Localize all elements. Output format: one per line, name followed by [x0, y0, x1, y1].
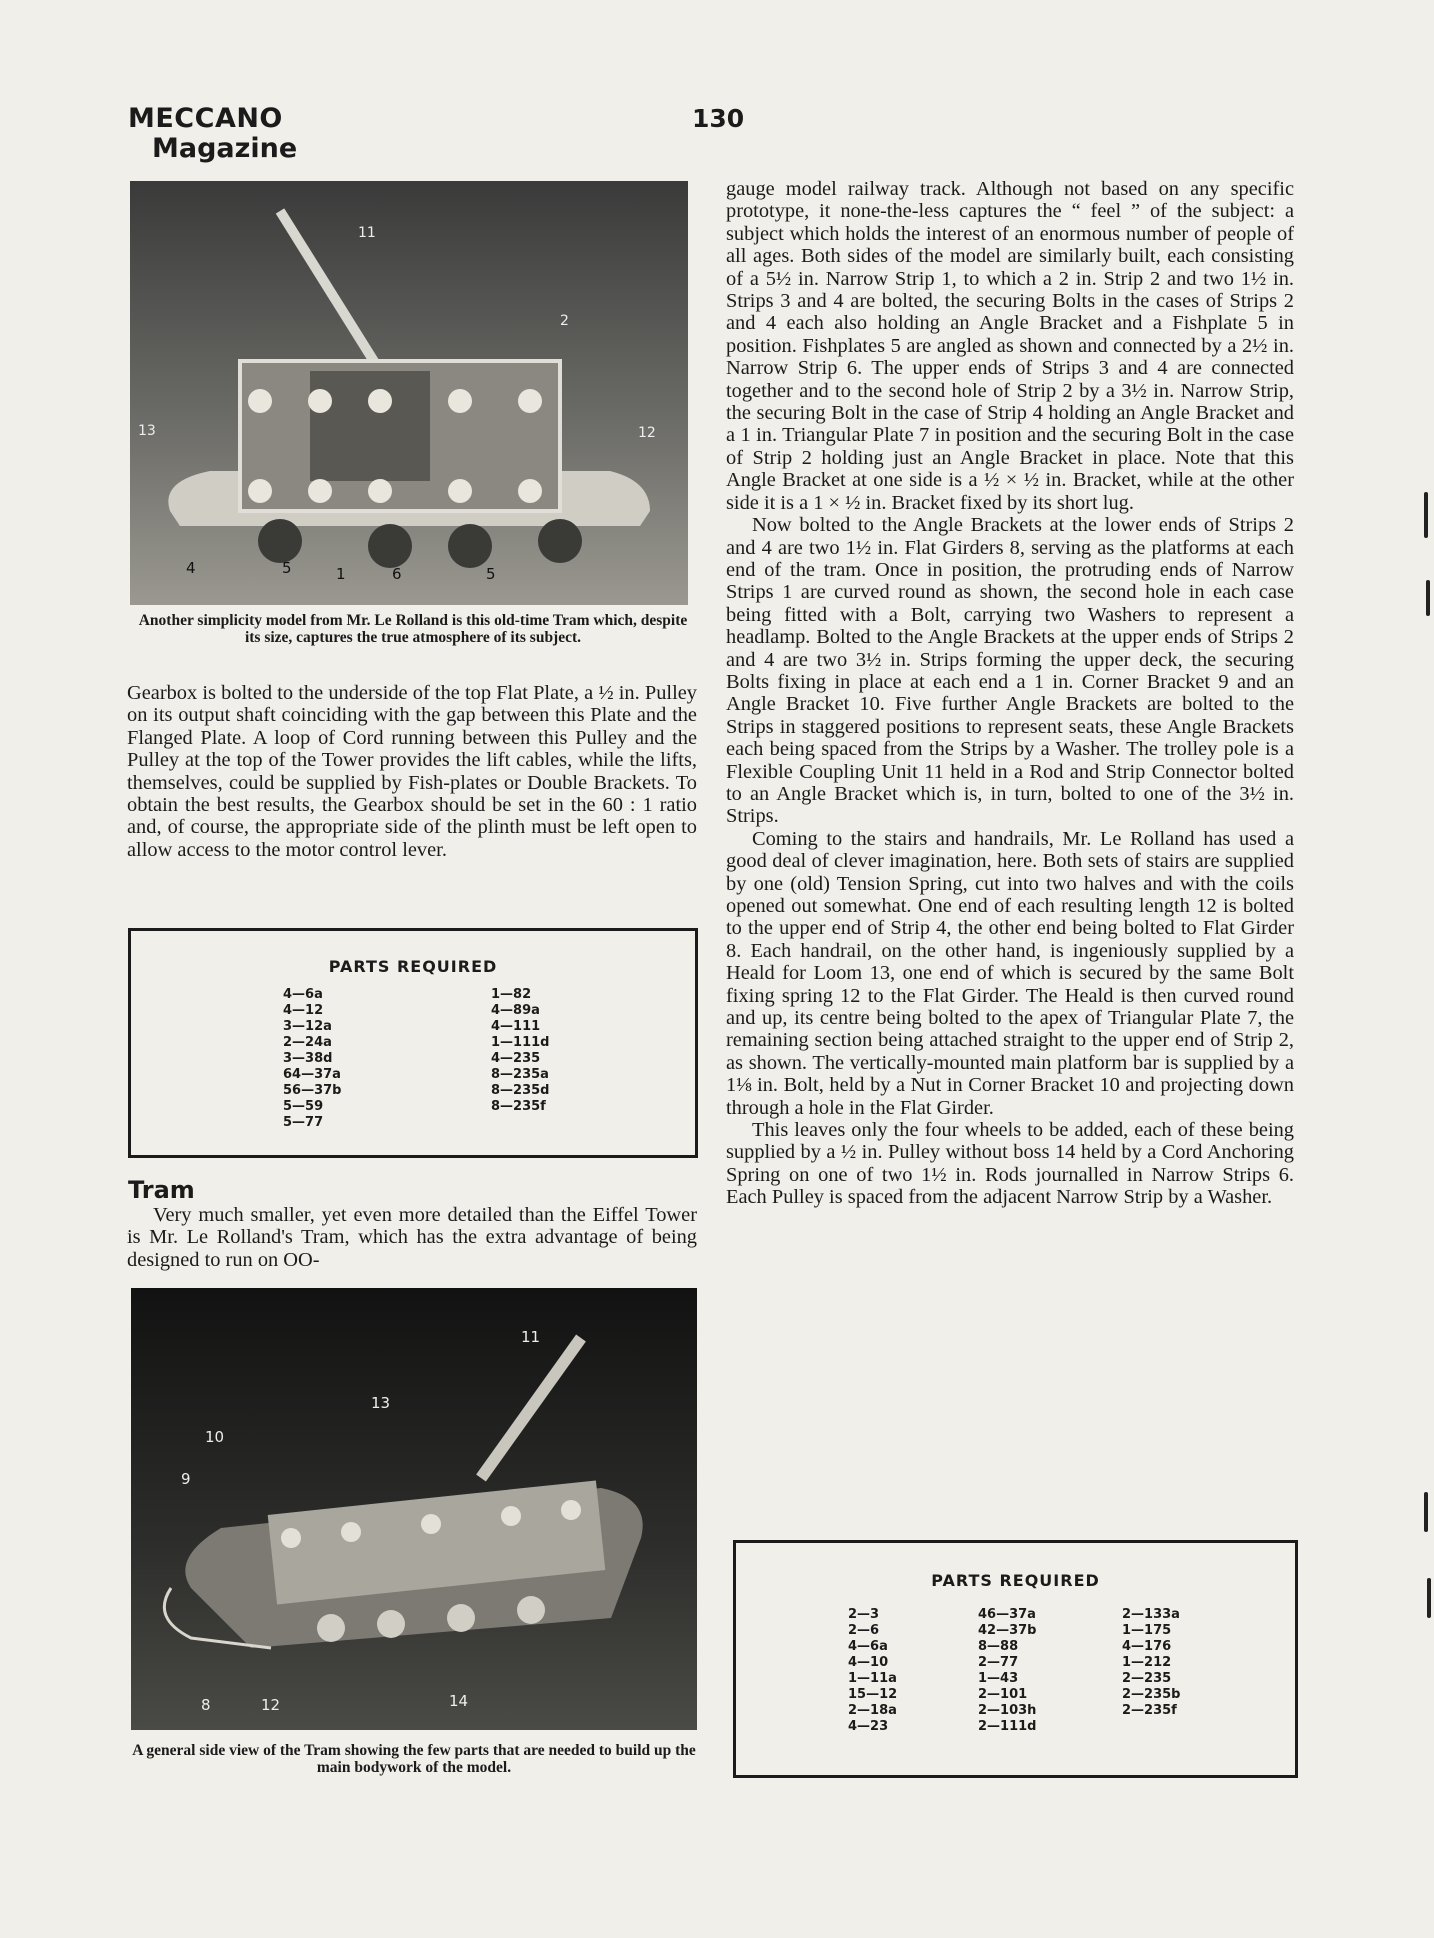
right-column — [726, 178, 1294, 1209]
parts-item: 4—111 — [491, 1019, 541, 1034]
parts-item: 2—24a — [283, 1035, 332, 1050]
parts-item: 8—235a — [491, 1067, 549, 1082]
fig1-label-5a: 5 — [282, 559, 292, 577]
parts-item: 2—111d — [978, 1719, 1037, 1734]
right-paragraph-3: Coming to the stairs and handrails, Mr. Le Rolland has used a good deal of clever imagination, here. Both sets of stairs are supplied by one (old) Tension Spring, cut into two halves and with the coils opened out somewhat. One end of each resulting length 12 is bolted to the upper end of Strip 4, the other end being bolted to Flat Girder 8. Each handrail, on the other hand, is ingeniously supplied by a Heald for Loom 13, one end of which is secured by the same Bolt fixing spring 12 to the Flat Girder. The Heald is then curved round and up, its centre being bolted to the apex of Triangular Plate 7, the remaining section being attached straight to the upper end of Strip 2, as shown. The vertically-mounted main platform bar is supplied by a 1⅛ in. Bolt, held by a Nut in Corner Bracket 10 and projecting down through a hole in the Flat Girder. — [726, 827, 1294, 1119]
parts-item: 1—82 — [491, 987, 532, 1002]
parts-item: 2—6 — [848, 1623, 880, 1638]
binding-mark — [1424, 1492, 1428, 1532]
left-column — [127, 682, 697, 861]
fig1-label-11: 11 — [358, 225, 376, 241]
parts-item: 56—37b — [283, 1083, 342, 1098]
fig2-label-8: 8 — [201, 1696, 211, 1714]
right-paragraph-4: This leaves only the four wheels to be added, each of these being supplied by a ½ in. Pulley without boss 14 held by a Cord Anchoring Spring on one of two 1½ in. Rods journalled in Narrow Strips 6. Each Pulley is spaced from the adjacent Narrow Strip by a Washer. — [726, 1119, 1294, 1209]
parts-item: 4—12 — [283, 1003, 324, 1018]
parts-item: 4—89a — [491, 1003, 540, 1018]
parts-item: 2—103h — [978, 1703, 1037, 1718]
parts-item: 5—77 — [283, 1115, 324, 1130]
parts-item: 2—235f — [1122, 1703, 1177, 1718]
figure2-caption: A general side view of the Tram showing the few parts that are needed to build up the main bodywork of the model. — [132, 1742, 696, 1776]
parts-item: 4—6a — [848, 1639, 888, 1654]
fig2-label-13: 13 — [371, 1394, 391, 1412]
parts-item: 4—10 — [848, 1655, 889, 1670]
parts-column-2 — [491, 987, 550, 1115]
parts-title: PARTS REQUIRED — [328, 957, 498, 976]
parts-item: 2—235 — [1122, 1671, 1172, 1686]
binding-mark — [1426, 580, 1430, 616]
parts-required-box-tram — [733, 1540, 1298, 1778]
fig1-label-13: 13 — [138, 423, 156, 439]
parts-required-box-eiffel — [128, 928, 698, 1158]
fig2-label-10: 10 — [205, 1428, 225, 1446]
parts-column-2 — [978, 1607, 1037, 1735]
parts-title: PARTS REQUIRED — [931, 1571, 1100, 1590]
parts-item: 3—12a — [283, 1019, 332, 1034]
tram-photo-general — [131, 1288, 697, 1730]
parts-item: 3—38d — [283, 1051, 333, 1066]
fig1-label-12: 12 — [638, 425, 656, 441]
tram-heading: Tram — [128, 1176, 195, 1204]
parts-item: 8—235f — [491, 1099, 546, 1114]
parts-item: 2—18a — [848, 1703, 897, 1718]
fig1-label-4: 4 — [186, 559, 196, 577]
parts-item: 46—37a — [978, 1607, 1036, 1622]
parts-item: 4—6a — [283, 987, 323, 1002]
parts-item: 64—37a — [283, 1067, 341, 1082]
parts-item: 1—212 — [1122, 1655, 1172, 1670]
parts-item: 1—175 — [1122, 1623, 1172, 1638]
parts-item: 1—11a — [848, 1671, 897, 1686]
tram-bodywork-drawing — [131, 1288, 697, 1730]
fig1-label-2: 2 — [560, 313, 569, 329]
magazine-masthead — [128, 104, 297, 163]
fig2-label-9: 9 — [181, 1470, 191, 1488]
tram-intro-paragraph: Very much smaller, yet even more detailed than the Eiffel Tower is Mr. Le Rolland's Tram, which has the extra advantage of being designed to run on OO- — [127, 1204, 697, 1271]
right-paragraph-2: Now bolted to the Angle Brackets at the lower ends of Strips 2 and 4 are two 1½ in. Flat Girders 8, serving as the platforms at each end of the tram. Once in position, the protruding ends of Narrow Strips 1 are curved round as shown, the second hole in each case being fitted with a Bolt, carrying two Washers to represent a headlamp. Bolted to the Angle Brackets at the upper ends of Strips 2 and 4 are two 3½ in. Strips forming the upper deck, the securing Bolts fixing in place at each end a 1 in. Corner Bracket 9 and an Angle Bracket 10. Five further Angle Brackets are bolted to the Strips in staggered positions to represent seats, these Angle Brackets each being spaced from the Strips by a Washer. The trolley pole is a Flexible Coupling Unit 11 held in a Rod and Strip Connector bolted to an Angle Bracket which is, in turn, bolted to one of the 3½ in. Strips. — [726, 514, 1294, 828]
parts-item: 1—43 — [978, 1671, 1019, 1686]
tram-model-drawing — [130, 181, 688, 605]
fig2-label-12: 12 — [261, 1696, 281, 1714]
parts-item: 2—101 — [978, 1687, 1028, 1702]
parts-item: 42—37b — [978, 1623, 1037, 1638]
parts-item: 8—88 — [978, 1639, 1019, 1654]
fig2-label-11: 11 — [521, 1328, 541, 1346]
parts-item: 1—111d — [491, 1035, 550, 1050]
parts-item: 4—23 — [848, 1719, 889, 1734]
parts-column-1 — [283, 987, 342, 1131]
parts-item: 2—77 — [978, 1655, 1019, 1670]
parts-item: 5—59 — [283, 1099, 324, 1114]
parts-item: 2—133a — [1122, 1607, 1180, 1622]
binding-mark — [1427, 1578, 1431, 1618]
fig1-label-6: 6 — [392, 565, 402, 583]
parts-item: 8—235d — [491, 1083, 550, 1098]
page-number: 130 — [692, 104, 745, 133]
parts-item: 2—3 — [848, 1607, 880, 1622]
masthead-line1: MECCANO — [128, 103, 283, 134]
parts-column-3 — [1122, 1607, 1181, 1719]
right-paragraph-1: gauge model railway track. Although not based on any specific prototype, it none-the-less captures the “ feel ” of the subject: a subject which holds the interest of an enormous number of people of all ages. Both sides of the model are similarly built, each consisting of a 5½ in. Narrow Strip 1, to which a 2 in. Strip 2 and two 1½ in. Strips 3 and 4 are bolted, the securing Bolts in the cases of Strips 2 and 4 each also holding an Angle Bracket and a Fishplate 5 in position. Fishplates 5 are angled as shown and connected by a 2½ in. Narrow Strip 6. The upper ends of Strips 3 and 4 are connected together and to the second hole of Strip 2 by a 3½ in. Narrow Strip, the securing Bolt in the case of Strip 4 holding an Angle Bracket and a 1 in. Triangular Plate 7 in position and the securing Bolt in the case of Strip 2 holding just an Angle Bracket in place. Note that this Angle Bracket at one side is a ½ × ½ in. Bracket, while at the other side it is a 1 × ½ in. Bracket fixed by its short lug. — [726, 178, 1294, 514]
parts-item: 4—176 — [1122, 1639, 1172, 1654]
masthead-line2: Magazine — [152, 132, 298, 164]
parts-item: 4—235 — [491, 1051, 541, 1066]
tram-intro — [127, 1204, 697, 1271]
binding-mark — [1424, 492, 1428, 538]
tram-photo-side — [130, 181, 688, 605]
figure1-caption: Another simplicity model from Mr. Le Rolland is this old-time Tram which, despite its size, captures the true atmosphere of its subject. — [138, 612, 688, 646]
gearbox-paragraph: Gearbox is bolted to the underside of the top Flat Plate, a ½ in. Pulley on its output shaft coinciding with the gap between this Plate and the Flanged Plate. A loop of Cord running between this Pulley and the Pulley at the top of the Tower provides the lift cables, while the lifts, themselves, could be supplied by Fish-plates or Double Brackets. To obtain the best results, the Gearbox should be set in the 60 : 1 ratio and, of course, the appropriate side of the plinth must be left open to allow access to the motor control lever. — [127, 682, 697, 861]
fig1-label-1: 1 — [336, 565, 346, 583]
fig2-label-14: 14 — [449, 1692, 469, 1710]
fig1-label-5b: 5 — [486, 565, 496, 583]
parts-item: 2—235b — [1122, 1687, 1181, 1702]
parts-item: 15—12 — [848, 1687, 898, 1702]
parts-column-1 — [848, 1607, 897, 1735]
